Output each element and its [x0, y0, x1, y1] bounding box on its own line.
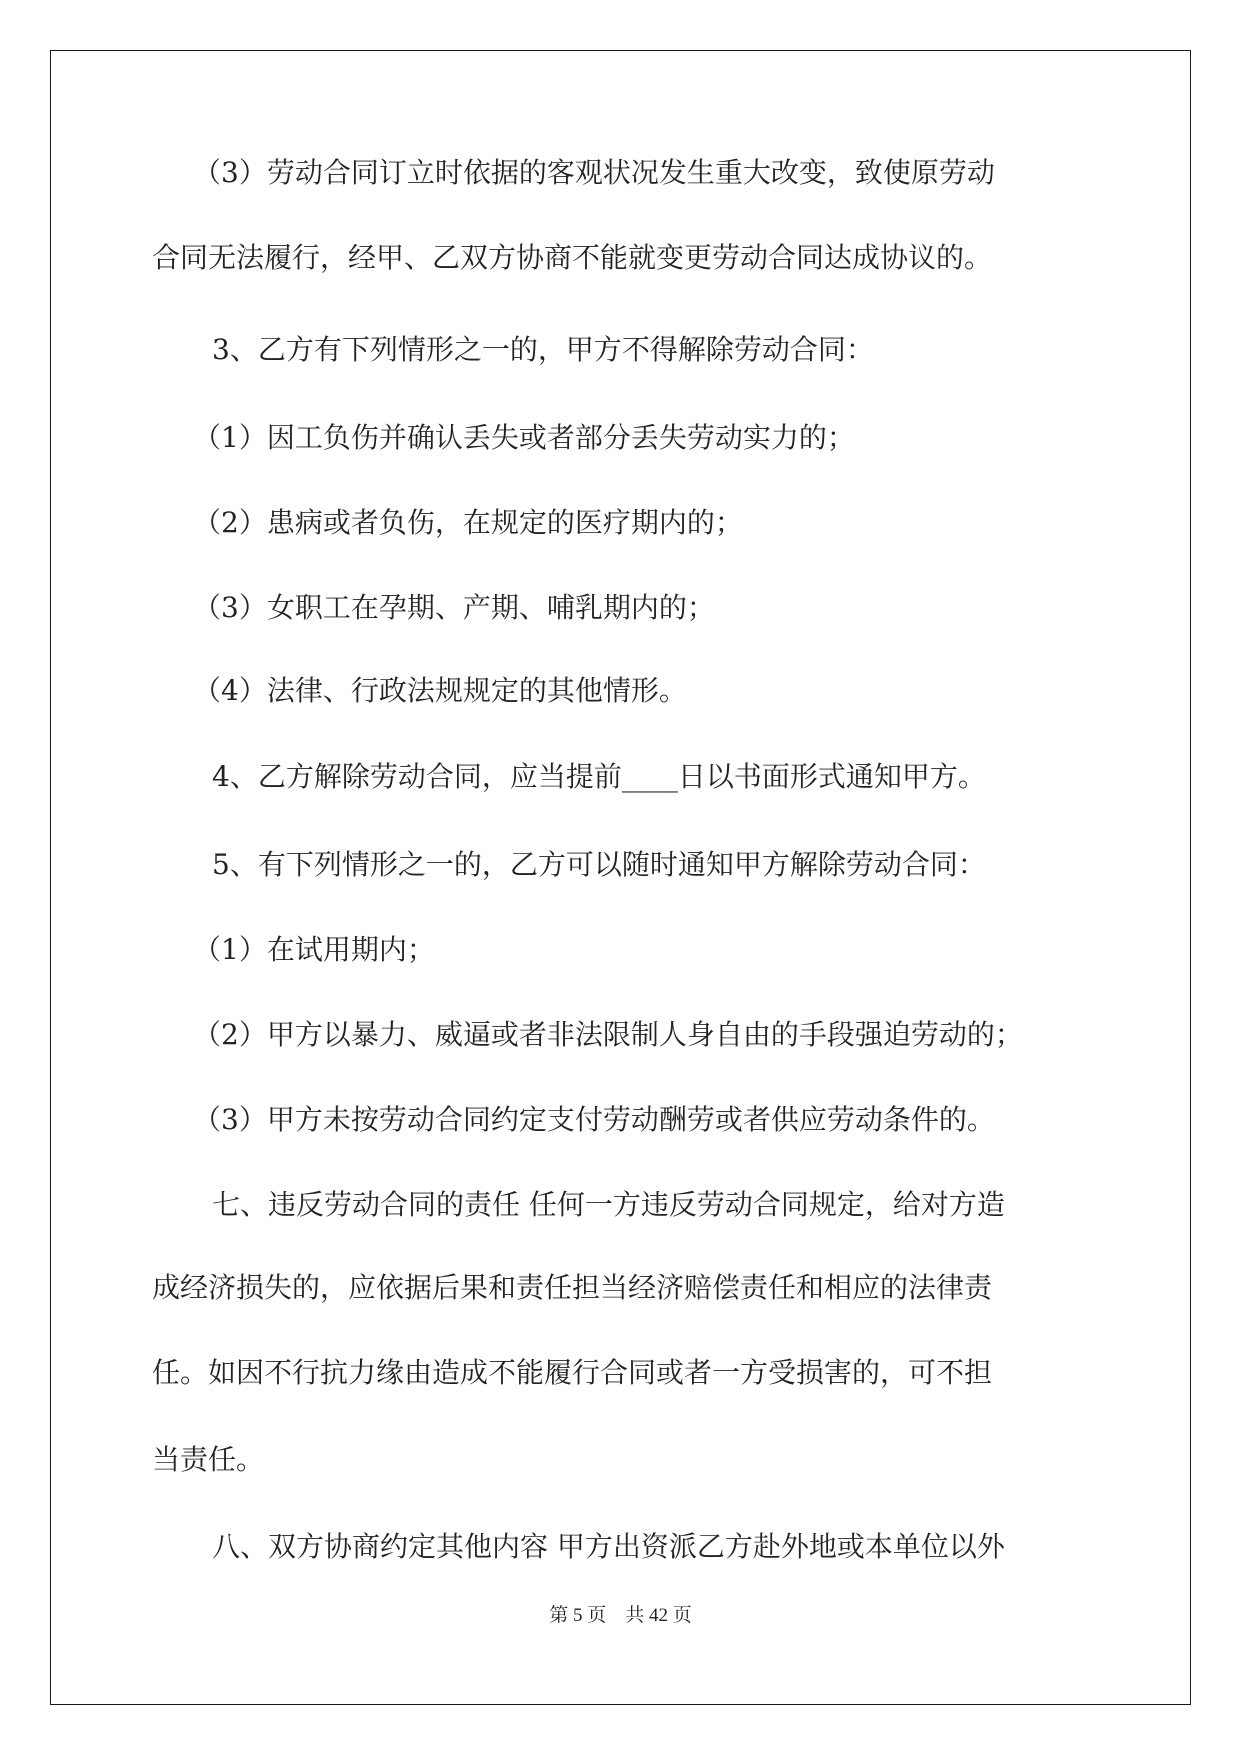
paragraph-line: （3）劳动合同订立时依据的客观状况发生重大改变，致使原劳动: [193, 156, 995, 189]
paragraph-line: 合同无法履行，经甲、乙双方协商不能就变更劳动合同达成协议的。: [152, 241, 993, 274]
paragraph-line: （1）因工负伤并确认丢失或者部分丢失劳动实力的；: [193, 421, 855, 454]
page-number-footer: 第 5 页 共 42 页: [549, 1605, 692, 1626]
paragraph-line: （3）女职工在孕期、产期、哺乳期内的；: [193, 591, 715, 624]
paragraph-line: （4）法律、行政法规规定的其他情形。: [193, 674, 687, 707]
paragraph-line: 任。如因不行抗力缘由造成不能履行合同或者一方受损害的，可不担: [152, 1356, 993, 1389]
paragraph-line: 当责任。: [152, 1443, 265, 1476]
paragraph-line: 八、双方协商约定其他内容 甲方出资派乙方赴外地或本单位以外: [212, 1530, 1005, 1563]
paragraph-line: （2）甲方以暴力、威逼或者非法限制人身自由的手段强迫劳动的；: [193, 1018, 1023, 1051]
paragraph-line: 七、违反劳动合同的责任 任何一方违反劳动合同规定，给对方造: [212, 1188, 1005, 1221]
paragraph-line: （1）在试用期内；: [193, 933, 435, 966]
paragraph-line: 5、有下列情形之一的，乙方可以随时通知甲方解除劳动合同：: [212, 848, 986, 881]
paragraph-line: （3）甲方未按劳动合同约定支付劳动酬劳或者供应劳动条件的。: [193, 1103, 995, 1136]
paragraph-line: 成经济损失的，应依据后果和责任担当经济赔偿责任和相应的法律责: [152, 1271, 993, 1304]
paragraph-line: 4、乙方解除劳动合同，应当提前____日以书面形式通知甲方。: [212, 760, 986, 793]
paragraph-line: 3、乙方有下列情形之一的，甲方不得解除劳动合同：: [212, 333, 874, 366]
paragraph-line: （2）患病或者负伤，在规定的医疗期内的；: [193, 506, 743, 539]
